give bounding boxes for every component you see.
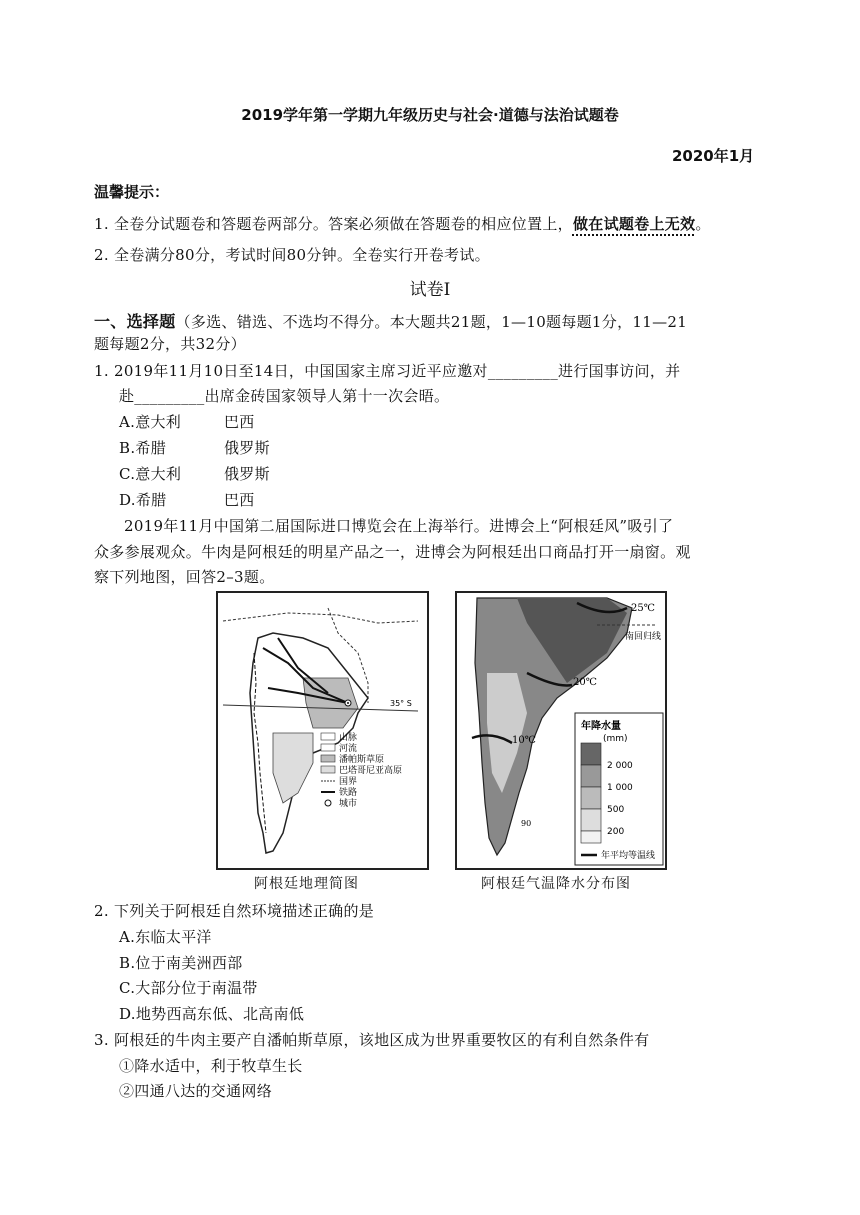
paper-title: 试卷Ⅰ — [409, 280, 451, 300]
q1-option-d-label: D.希腊 — [119, 491, 167, 509]
notice-item-1-text: 1. 全卷分试题卷和答题卷两部分。答案必须做在答题卷的相应位置上， — [94, 215, 573, 233]
exam-title: 2019学年第一学期九年级历史与社会·道德与法治试题卷 — [241, 106, 619, 124]
legend-pampas: 潘帕斯草原 — [339, 755, 385, 765]
q2-stem: 2. 下列关于阿根廷自然环境描述正确的是 — [94, 902, 375, 920]
q1-option-b — [119, 437, 166, 458]
q1-option-c-answer: 俄罗斯 — [224, 465, 270, 483]
notice-item-1 — [94, 213, 711, 234]
q3-stem: 3. 阿根廷的牛肉主要产自潘帕斯草原，该地区成为世界重要牧区的有利自然条件有 — [94, 1031, 650, 1049]
q3-item-2: ②四通八达的交通网络 — [119, 1082, 273, 1100]
q3-item-1: ①降水适中，利于牧草生长 — [119, 1057, 303, 1075]
q1-option-a — [119, 411, 181, 432]
q2-option-a: A.东临太平洋 — [119, 928, 212, 946]
legend-border: 国界 — [339, 777, 358, 787]
climate-map-svg — [457, 593, 665, 868]
passage-line-1: 2019年11月中国第二届国际进口博览会在上海举行。进博会上“阿根廷风”吸引了 — [124, 517, 674, 535]
isotherm-20-label: 20℃ — [573, 677, 597, 688]
q1-option-d — [119, 489, 166, 510]
legend-isotherm: 年平均等温线 — [601, 851, 656, 861]
q1-option-a-answer: 巴西 — [224, 413, 255, 431]
legend-precip-1000: 1 000 — [607, 783, 633, 793]
argentina-climate-map — [455, 591, 667, 870]
q1-option-a-label: A.意大利 — [119, 413, 182, 431]
legend-precip-200: 200 — [607, 827, 625, 837]
tropic-capricorn-label: 南回归线 — [625, 632, 662, 642]
legend-patagonia: 巴塔哥尼亚高原 — [339, 766, 403, 776]
q1-option-c — [119, 463, 181, 484]
isotherm-10-label: 10℃ — [512, 735, 536, 746]
q1-option-d-answer: 巴西 — [224, 491, 255, 509]
notice-item-1-emphasis: 做在试题卷上无效 — [572, 215, 696, 233]
legend-river: 河流 — [339, 744, 358, 754]
geography-map-svg — [218, 593, 427, 868]
notice-item-2: 2. 全卷满分80分，考试时间80分钟。全卷实行开卷考试。 — [94, 246, 490, 264]
isotherm-25-label: 25℃ — [631, 603, 655, 614]
map-number-label: 90 — [521, 819, 532, 828]
legend-precip-unit: (mm) — [603, 734, 628, 744]
right-figure-caption: 阿根廷气温降水分布图 — [481, 876, 631, 892]
exam-date: 2020年1月 — [672, 147, 755, 165]
section-1-desc-cont: 题每题2分，共32分） — [94, 335, 246, 353]
q1-option-c-label: C.意大利 — [119, 465, 182, 483]
q2-option-c: C.大部分位于南温带 — [119, 979, 258, 997]
legend-precip-title: 年降水量 — [581, 721, 621, 732]
latitude-35s-label: 35° S — [390, 699, 412, 708]
q1-stem-line2: 赴_________出席金砖国家领导人第十一次会晤。 — [119, 387, 450, 405]
q2-option-b: B.位于南美洲西部 — [119, 954, 243, 972]
passage-line-3: 察下列地图，回答2–3题。 — [94, 568, 275, 586]
legend-railway: 铁路 — [339, 788, 358, 798]
q2-option-d: D.地势西高东低、北高南低 — [119, 1005, 305, 1023]
section-1-heading: 一、选择题 — [94, 312, 176, 331]
q1-option-b-answer: 俄罗斯 — [224, 439, 270, 457]
legend-mountain: 山脉 — [339, 733, 358, 743]
legend-precip-500: 500 — [607, 805, 625, 815]
passage-line-2: 众多参展观众。牛肉是阿根廷的明星产品之一，进博会为阿根廷出口商品打开一扇窗。观 — [94, 543, 691, 561]
q1-stem-line1: 1. 2019年11月10日至14日，中国国家主席习近平应邀对_________进行国事访问，并 — [94, 362, 681, 380]
section-1-desc: （多选、错选、不选均不得分。本大题共21题，1—10题每题1分，11—21 — [175, 313, 688, 331]
argentina-geography-map — [216, 591, 429, 870]
left-figure-caption: 阿根廷地理简图 — [254, 876, 359, 892]
q1-option-b-label: B.希腊 — [119, 439, 166, 457]
legend-city: 城市 — [339, 799, 358, 809]
notice-item-1-end: 。 — [695, 215, 711, 233]
section-1-header — [94, 309, 687, 332]
notice-heading: 温馨提示： — [94, 183, 170, 201]
legend-precip-2000: 2 000 — [607, 761, 633, 771]
